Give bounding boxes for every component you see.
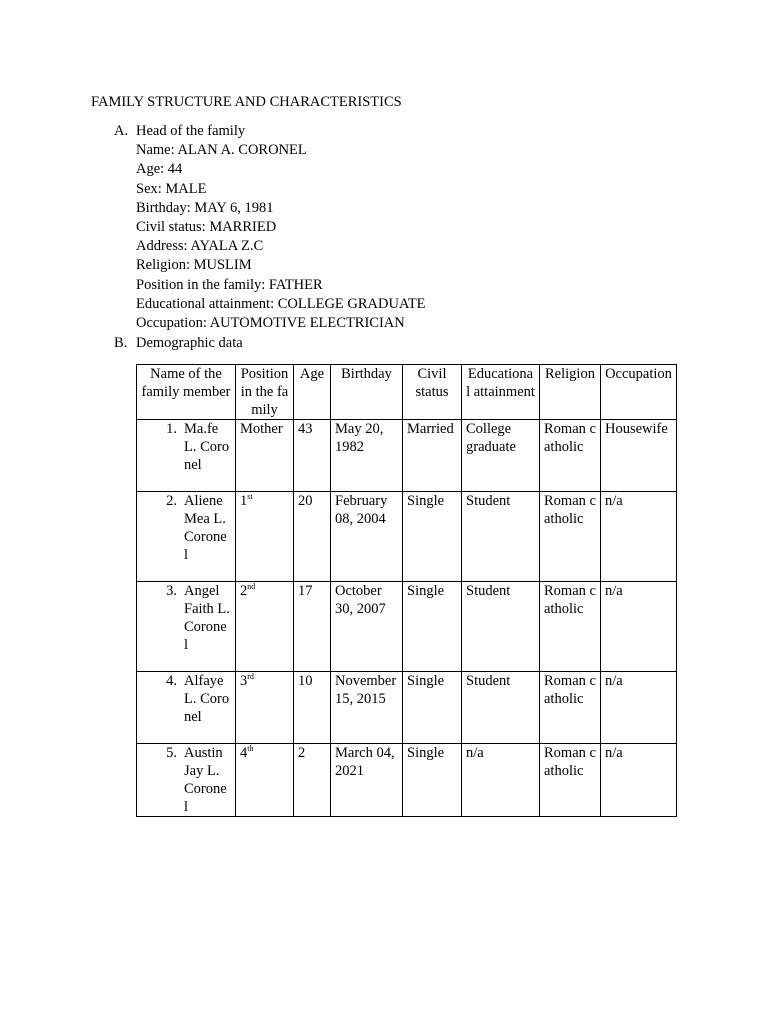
table-header-row bbox=[137, 365, 677, 420]
cell-position: 3rd bbox=[236, 672, 294, 744]
cell-age: 17 bbox=[294, 582, 331, 672]
cell-education: n/a bbox=[462, 744, 540, 817]
demographic-table bbox=[136, 364, 677, 817]
cell-civil-status: Single bbox=[403, 744, 462, 817]
cell-religion: Roman catholic bbox=[540, 420, 601, 492]
cell-position: 1st bbox=[236, 492, 294, 582]
cell-birthday: February 08, 2004 bbox=[331, 492, 403, 582]
cell-name: 4. Alfaye L. Coronel bbox=[137, 672, 236, 744]
cell-religion: Roman catholic bbox=[540, 492, 601, 582]
header-religion: Religion bbox=[540, 365, 601, 420]
section-letter: B. bbox=[114, 335, 128, 351]
head-position: Position in the family: FATHER bbox=[136, 276, 323, 293]
header-name: Name of the family member bbox=[137, 365, 236, 420]
cell-education: Student bbox=[462, 672, 540, 744]
section-letter: A. bbox=[114, 123, 129, 139]
head-age: Age: 44 bbox=[136, 161, 183, 178]
section-heading: Demographic data bbox=[136, 335, 243, 351]
cell-name: 5. Austin Jay L. Coronel bbox=[137, 744, 236, 817]
head-education: Educational attainment: COLLEGE GRADUATE bbox=[136, 295, 426, 312]
header-occupation: Occupation bbox=[601, 365, 677, 420]
cell-education: College graduate bbox=[462, 420, 540, 492]
head-civil-status: Civil status: MARRIED bbox=[136, 219, 277, 236]
cell-birthday: October 30, 2007 bbox=[331, 582, 403, 672]
header-position: Position in the family bbox=[236, 365, 294, 420]
cell-occupation: n/a bbox=[601, 744, 677, 817]
head-occupation: Occupation: AUTOMOTIVE ELECTRICIAN bbox=[136, 315, 405, 332]
section-heading: Head of the family bbox=[136, 123, 246, 139]
cell-age: 43 bbox=[294, 420, 331, 492]
table-row bbox=[137, 420, 677, 492]
cell-religion: Roman catholic bbox=[540, 744, 601, 817]
cell-birthday: May 20, 1982 bbox=[331, 420, 403, 492]
cell-occupation: n/a bbox=[601, 492, 677, 582]
head-name: Name: ALAN A. CORONEL bbox=[136, 142, 307, 159]
table-row bbox=[137, 744, 677, 817]
section-head-of-family bbox=[114, 122, 426, 333]
cell-occupation: n/a bbox=[601, 582, 677, 672]
cell-age: 10 bbox=[294, 672, 331, 744]
section-demographic-data bbox=[114, 334, 243, 353]
cell-civil-status: Single bbox=[403, 492, 462, 582]
head-sex: Sex: MALE bbox=[136, 180, 207, 197]
document-title: FAMILY STRUCTURE AND CHARACTERISTICS bbox=[91, 94, 402, 110]
cell-position: Mother bbox=[236, 420, 294, 492]
head-address: Address: AYALA Z.C bbox=[136, 238, 264, 255]
cell-name: 1. Ma.fe L. Coronel bbox=[137, 420, 236, 492]
table-row bbox=[137, 672, 677, 744]
table-row bbox=[137, 492, 677, 582]
cell-birthday: November 15, 2015 bbox=[331, 672, 403, 744]
header-education: Educational attainment bbox=[462, 365, 540, 420]
table-row bbox=[137, 582, 677, 672]
cell-position: 4th bbox=[236, 744, 294, 817]
cell-religion: Roman catholic bbox=[540, 582, 601, 672]
header-civil-status: Civil status bbox=[403, 365, 462, 420]
cell-birthday: March 04, 2021 bbox=[331, 744, 403, 817]
cell-name: 3. Angel Faith L. Coronel bbox=[137, 582, 236, 672]
cell-age: 20 bbox=[294, 492, 331, 582]
cell-civil-status: Single bbox=[403, 672, 462, 744]
cell-age: 2 bbox=[294, 744, 331, 817]
cell-religion: Roman catholic bbox=[540, 672, 601, 744]
header-age: Age bbox=[294, 365, 331, 420]
cell-civil-status: Single bbox=[403, 582, 462, 672]
cell-occupation: n/a bbox=[601, 672, 677, 744]
cell-name: 2. Aliene Mea L. Coronel bbox=[137, 492, 236, 582]
cell-education: Student bbox=[462, 582, 540, 672]
cell-education: Student bbox=[462, 492, 540, 582]
cell-position: 2nd bbox=[236, 582, 294, 672]
head-birthday: Birthday: MAY 6, 1981 bbox=[136, 199, 274, 216]
cell-civil-status: Married bbox=[403, 420, 462, 492]
header-birthday: Birthday bbox=[331, 365, 403, 420]
head-religion: Religion: MUSLIM bbox=[136, 257, 252, 274]
cell-occupation: Housewife bbox=[601, 420, 677, 492]
